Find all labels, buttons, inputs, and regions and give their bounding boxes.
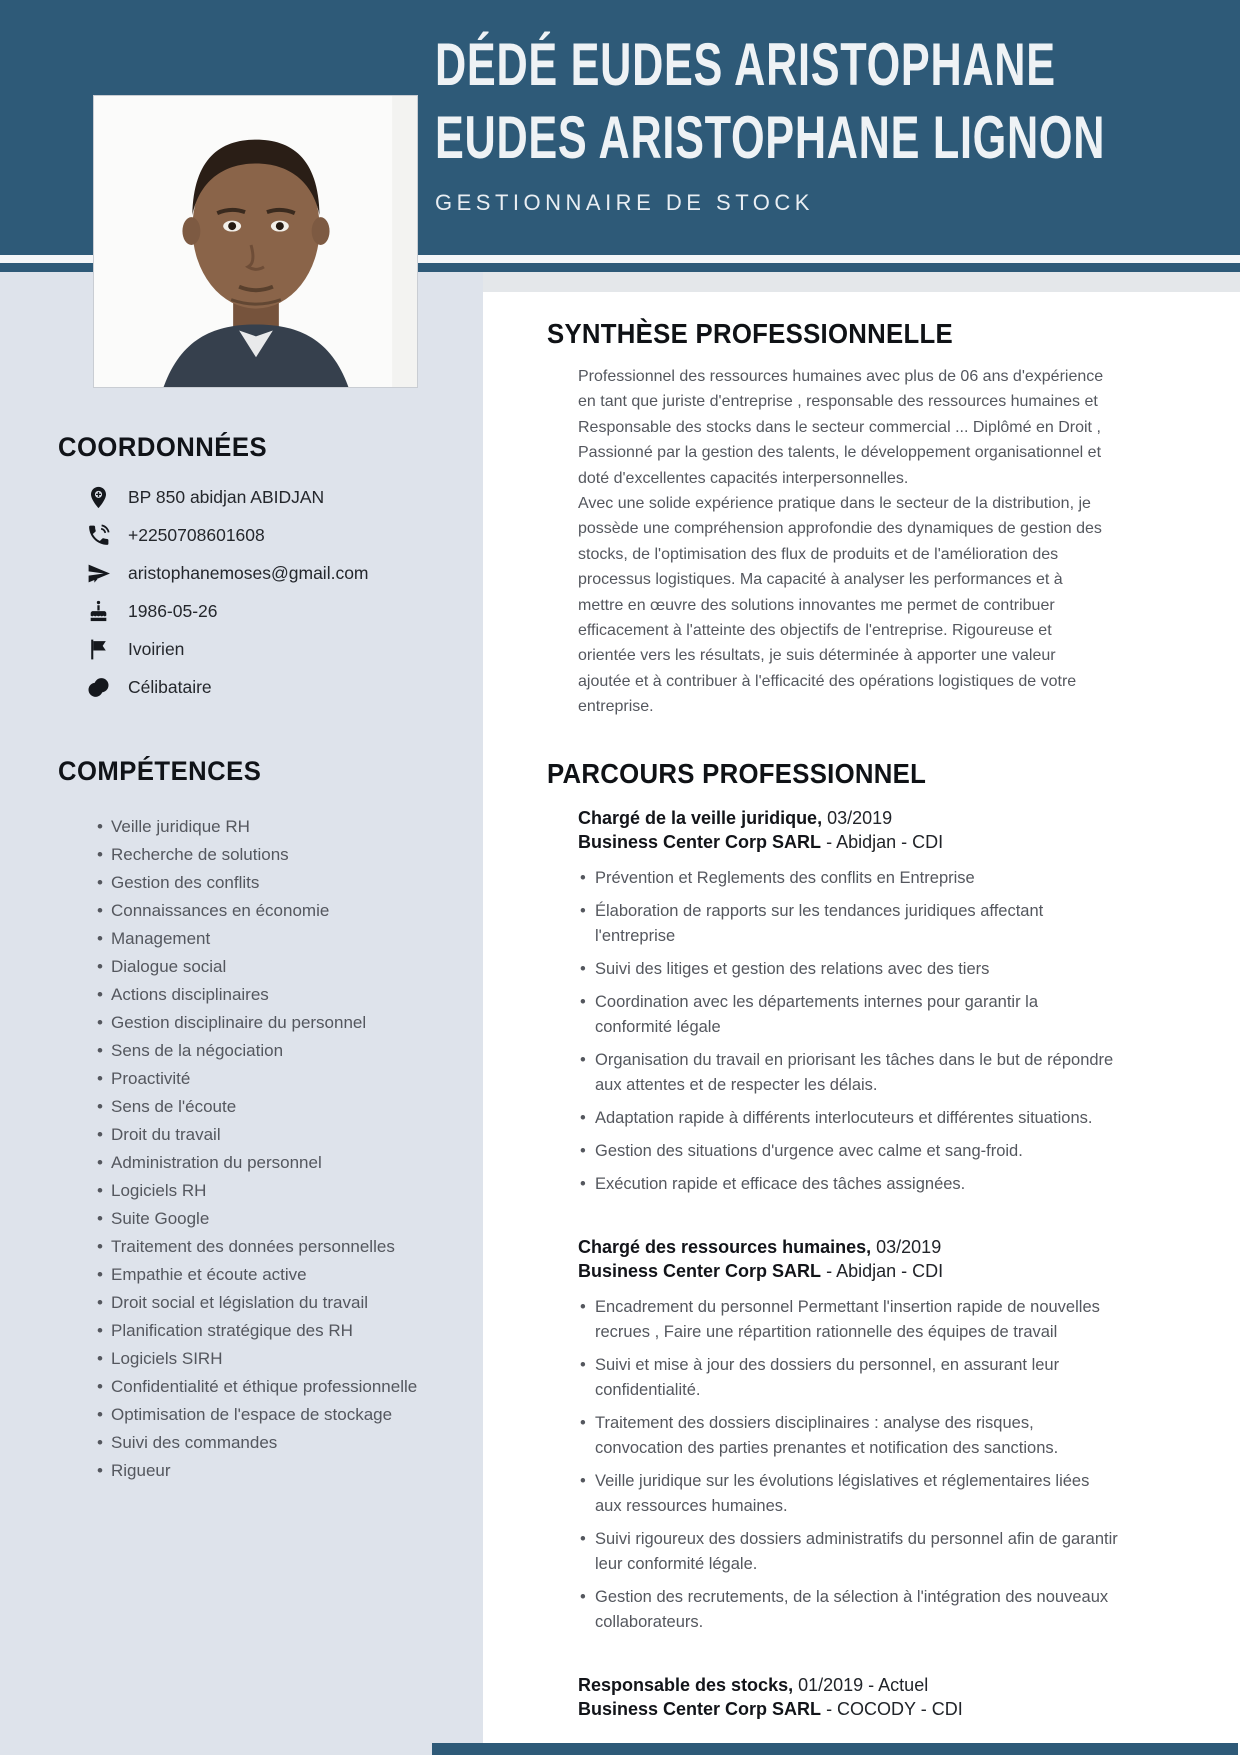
contact-item-nationality [86, 637, 483, 662]
skill-item: • Suite Google [97, 1205, 443, 1233]
job-bullet: • Élaboration de rapports sur les tendances juridiques affectant l'entreprise [578, 899, 1118, 949]
flag-icon [86, 637, 111, 662]
job-company: Business Center Corp SARL [578, 1260, 822, 1281]
job-bullet: • Suivi des litiges et gestion des relations avec des tiers [578, 957, 1118, 982]
job-bullet: • Encadrement du personnel Permettant l'insertion rapide de nouvelles recrues , Faire une répartition rationnelle des équipes de travail [578, 1295, 1118, 1345]
sidebar [0, 272, 483, 1755]
skill-item: • Traitement des données personnelles [97, 1233, 443, 1261]
summary-paragraph-1: Professionnel des ressources humaines avec plus de 06 ans d'expérience en tant que juriste d'entreprise , responsable des ressources humaines et Responsable des stocks dans le secteur commercial ... Diplômé en Droit , Passionné par la gestion des talents, le développement organisationnel et doté d'excellentes capacités interpersonnelles. [578, 368, 1104, 487]
job-period: 03/2019 [827, 807, 893, 828]
contact-item-birthdate [86, 599, 483, 624]
skill-item: • Rigueur [97, 1457, 443, 1485]
job-company-line [578, 830, 1118, 854]
skill-item: • Sens de l'écoute [97, 1093, 443, 1121]
main-top-strip [483, 272, 1240, 292]
contact-item-phone [86, 523, 483, 548]
contact-item-email [86, 561, 483, 586]
job-bullet: • Adaptation rapide à différents interlocuteurs et différentes situations. [578, 1106, 1118, 1131]
profile-photo [93, 95, 418, 388]
skill-item: • Planification stratégique des RH [97, 1317, 443, 1345]
job-title: Chargé de la veille juridique, [578, 807, 823, 828]
job-bullet: • Traitement des dossiers disciplinaires : analyse des risques, convocation des parties prenantes et notification des sanctions. [578, 1411, 1118, 1461]
job-meta: - Abidjan - CDI [826, 831, 944, 852]
skill-item: • Confidentialité et éthique professionnelle [97, 1373, 443, 1401]
job-meta: - COCODY - CDI [826, 1698, 963, 1719]
contact-address: BP 850 abidjan ABIDJAN [128, 487, 325, 507]
job-bullet: • Gestion des situations d'urgence avec calme et sang-froid. [578, 1139, 1118, 1164]
skill-item: • Optimisation de l'espace de stockage [97, 1401, 443, 1429]
skill-item: • Administration du personnel [97, 1149, 443, 1177]
job-company-line [578, 1259, 1118, 1283]
job-title: Chargé des ressources humaines, [578, 1236, 872, 1257]
skill-item: • Proactivité [97, 1065, 443, 1093]
job-bullet: • Suivi et mise à jour des dossiers du personnel, en assurant leur confidentialité. [578, 1353, 1118, 1403]
rings-icon [86, 675, 111, 700]
summary-heading: SYNTHÈSE PROFESSIONNELLE [547, 318, 953, 349]
job-bullet: • Coordination avec les départements internes pour garantir la conformité légale [578, 990, 1118, 1040]
job-entry-3 [578, 1673, 1118, 1721]
job-entry-2 [578, 1235, 1118, 1635]
skill-item: • Actions disciplinaires [97, 981, 443, 1009]
skill-item: • Veille juridique RH [97, 813, 443, 841]
contact-phone: +2250708601608 [128, 525, 265, 545]
job-entry-1 [578, 806, 1118, 1197]
professional-summary [578, 364, 1106, 720]
skill-item: • Dialogue social [97, 953, 443, 981]
job-title-line [578, 806, 1118, 830]
skill-item: • Logiciels SIRH [97, 1345, 443, 1373]
portrait-illustration [94, 96, 417, 387]
send-icon [86, 561, 111, 586]
job-title: Responsable des stocks, [578, 1674, 794, 1695]
skill-item: • Recherche de solutions [97, 841, 443, 869]
skill-item: • Droit social et législation du travail [97, 1289, 443, 1317]
job-bullet: • Gestion des recrutements, de la sélection à l'intégration des nouveaux collaborateurs. [578, 1585, 1118, 1635]
contact-birthdate: 1986-05-26 [128, 601, 218, 621]
job-title-line [578, 1235, 1118, 1259]
job-company-line [578, 1697, 1118, 1721]
skill-item: • Gestion des conflits [97, 869, 443, 897]
skill-item: • Suivi des commandes [97, 1429, 443, 1457]
contact-heading: COORDONNÉES [58, 432, 268, 462]
contact-email: aristophanemoses@gmail.com [128, 563, 369, 583]
job-company: Business Center Corp SARL [578, 1698, 822, 1719]
skill-item: • Logiciels RH [97, 1177, 443, 1205]
header [435, 28, 1240, 216]
contact-nationality: Ivoirien [128, 639, 185, 659]
job-bullet: • Veille juridique sur les évolutions législatives et réglementaires liées aux ressources humaines. [578, 1469, 1118, 1519]
job-title: GESTIONNAIRE DE STOCK [435, 190, 814, 215]
contact-item-marital-status [86, 675, 483, 700]
job-period: 03/2019 [876, 1236, 942, 1257]
skills-heading: COMPÉTENCES [58, 756, 262, 786]
job-title-line [578, 1673, 1118, 1697]
skill-item: • Droit du travail [97, 1121, 443, 1149]
skills-list [97, 813, 443, 1485]
job-bullet: • Exécution rapide et efficace des tâches assignées. [578, 1172, 1118, 1197]
contact-item-address [86, 485, 483, 510]
summary-paragraph-2: Avec une solide expérience pratique dans le secteur de la distribution, je possède une compréhension approfondie des dynamiques de gestion des stocks, de l'optimisation des flux de produits et de l'amélioration des processus logistiques. Ma capacité à analyser les performances et à mettre en œuvre des solutions innovantes me permet de contribuer efficacement à l'atteinte des objectifs de l'entreprise. Rigoureuse et orientée vers les résultats, je suis déterminée à apporter une valeur ajoutée et à contribuer à l'efficacité des opérations logistiques de votre entreprise. [578, 495, 1102, 716]
job-bullet: • Organisation du travail en priorisant les tâches dans le but de répondre aux attentes et de respecter les délais. [578, 1048, 1118, 1098]
job-bullet: • Suivi rigoureux des dossiers administratifs du personnel afin de garantir leur conformité légale. [578, 1527, 1118, 1577]
skill-item: • Sens de la négociation [97, 1037, 443, 1065]
location-pin-icon [86, 485, 111, 510]
bottom-accent-bar [432, 1743, 1238, 1755]
name-line-2: EUDES ARISTOPHANE LIGNON [435, 104, 1106, 171]
skill-item: • Gestion disciplinaire du personnel [97, 1009, 443, 1037]
contact-marital-status: Célibataire [128, 677, 212, 697]
phone-icon [86, 523, 111, 548]
job-meta: - Abidjan - CDI [826, 1260, 944, 1281]
job-bullet-list [578, 1295, 1118, 1635]
job-company: Business Center Corp SARL [578, 831, 822, 852]
experience-heading: PARCOURS PROFESSIONNEL [547, 757, 927, 789]
main-column [483, 272, 1240, 1755]
job-bullet: • Prévention et Reglements des conflits en Entreprise [578, 866, 1118, 891]
job-bullet-list [578, 866, 1118, 1197]
birthday-cake-icon [86, 599, 111, 624]
skill-item: • Empathie et écoute active [97, 1261, 443, 1289]
job-period: 01/2019 - Actuel [798, 1674, 929, 1695]
skill-item: • Management [97, 925, 443, 953]
name-line-1: DÉDÉ EUDES ARISTOPHANE [435, 31, 1056, 98]
contact-list [86, 485, 483, 700]
skill-item: • Connaissances en économie [97, 897, 443, 925]
